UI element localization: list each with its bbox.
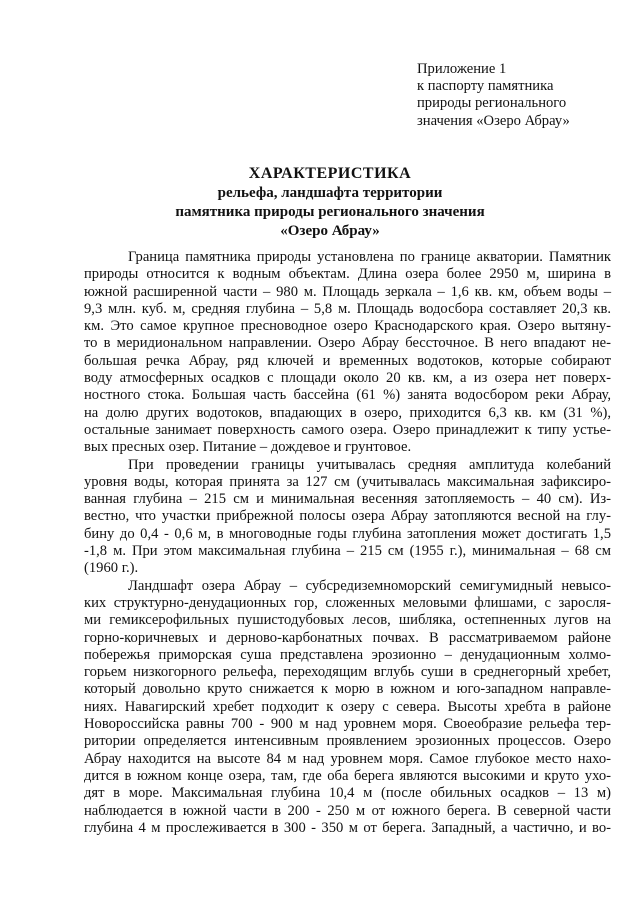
paragraph (84, 249, 611, 457)
text-line: дят в море. Максимальная глубина 10,4 м (после обильных осадков – 13 м) (84, 785, 611, 802)
text-line: наблюдается в южной части в 200 - 250 м от южного берега. В северной части (84, 802, 611, 819)
document-body (84, 249, 611, 837)
text-line: ванная глубина – 215 см и минимальная весенняя затопляемость – 40 см). Из- (84, 491, 611, 508)
text-line: км. Это самое крупное пресноводное озеро Краснодарского края. Озеро вытяну- (84, 318, 611, 335)
text-line: горно-коричневых и дерново-карбонатных почвах. В рассматриваемом районе (84, 629, 611, 646)
text-line: Абрау находится на высоте 84 м над уровнем моря. Самое глубокое место нахо- (84, 750, 611, 767)
text-line: то в меридиональном направлении. Озеро Абрау бессточное. В него впадают не- (84, 335, 611, 352)
text-line: остальные занимает поверхность самого озера. Озеро принадлежит к типу устье- (84, 421, 611, 438)
text-line: При проведении границы учитывалась средняя амплитуда колебаний (128, 456, 611, 473)
appendix-line: Приложение 1 (417, 61, 507, 77)
text-line: вестно, что участки прибрежной полосы озера Абрау затопляются весной на глу- (84, 508, 611, 525)
appendix-line: значения «Озеро Абрау» (417, 112, 570, 129)
text-line: который довольно круто снижается к морю в южном и юго-западном направле- (84, 681, 611, 698)
document-subtitle: «Озеро Абрау» (280, 223, 380, 239)
text-line: природы относится к водным объектам. Длина озера более 2950 м, ширина в (84, 266, 611, 283)
text-line: Граница памятника природы установлена по границе акватории. Памятник (128, 249, 611, 265)
text-line: -1,8 м. При этом максимальная глубина – 215 см (1955 г.), минимальная – 68 см (84, 543, 611, 560)
document-title: ХАРАКТЕРИСТИКА (248, 165, 412, 182)
text-line: побережья приморская суша представлена эрозионно – денудационным холмо- (84, 646, 611, 663)
text-line: южной расширенной части – 980 м. Площадь зеркала – 1,6 кв. км, объем воды – (84, 283, 611, 300)
text-line: Ландшафт озера Абрау – субсредиземноморский семигумидный невысо- (128, 577, 611, 594)
text-line: глубина 4 м прослеживается в 300 - 350 м от берега. Западный, а частично, и во- (84, 819, 611, 836)
text-line: бину до 0,4 - 0,6 м, в многоводные годы глубина затопления может достигать 1,5 (84, 525, 611, 542)
text-line: ниях. Навагирский хребет подходит к озеру с севера. Высоты хребта в районе (84, 698, 611, 715)
text-line: ностного стока. Большая часть бассейна (61 %) занята водосбором реки Абрау, (84, 387, 611, 404)
text-line: уровня воды, которая принята за 127 см (учитывалась максимальная зафиксиро- (84, 473, 611, 490)
appendix-line: природы регионального (417, 95, 567, 112)
text-line: Новороссийска равны 700 - 900 м над уровнем моря. Своеобразие рельефа тер- (84, 716, 611, 733)
text-line: горьем низкогорного рельефа, переходящим вглубь суши в среднегорный хребет, (84, 664, 611, 681)
document-subtitle: памятника природы регионального значения (175, 204, 485, 220)
document-heading (60, 164, 600, 241)
text-line: вых пресных озер. Питание – дождевое и грунтовое. (84, 439, 412, 456)
appendix-line: к паспорту памятника (417, 78, 554, 95)
text-line: дится в южном конце озера, там, где оба берега являются высокими и круто ухо- (84, 767, 611, 784)
paragraph (84, 457, 611, 578)
document-subtitle: рельефа, ландшафта территории (217, 185, 443, 201)
text-line: ритории определяется интенсивным проявлением эрозионных процессов. Озеро (84, 733, 611, 750)
appendix-note (417, 61, 570, 130)
text-line: 9,3 млн. куб. м, средняя глубина – 5,8 м. Площадь водосбора составляет 20,3 кв. (84, 300, 611, 317)
text-line: большая речка Абрау, ряд ключей и временных водотоков, которые собирают (84, 352, 611, 369)
text-line: ких структурно-денудационных гор, сложенных меловыми флишами, с заросля- (84, 594, 611, 611)
text-line: ми гемиксерофильных пушистодубовых лесов, шибляка, остепненных лугов на (84, 612, 611, 629)
text-line: на долю других водотоков, впадающих в озеро, приходится 6,3 кв. км (31 %), (84, 404, 611, 421)
text-line: (1960 г.). (84, 560, 139, 577)
paragraph (84, 578, 611, 837)
text-line: воду атмосферных осадков с площади около 20 кв. км, а из озера нет поверх- (84, 370, 611, 387)
